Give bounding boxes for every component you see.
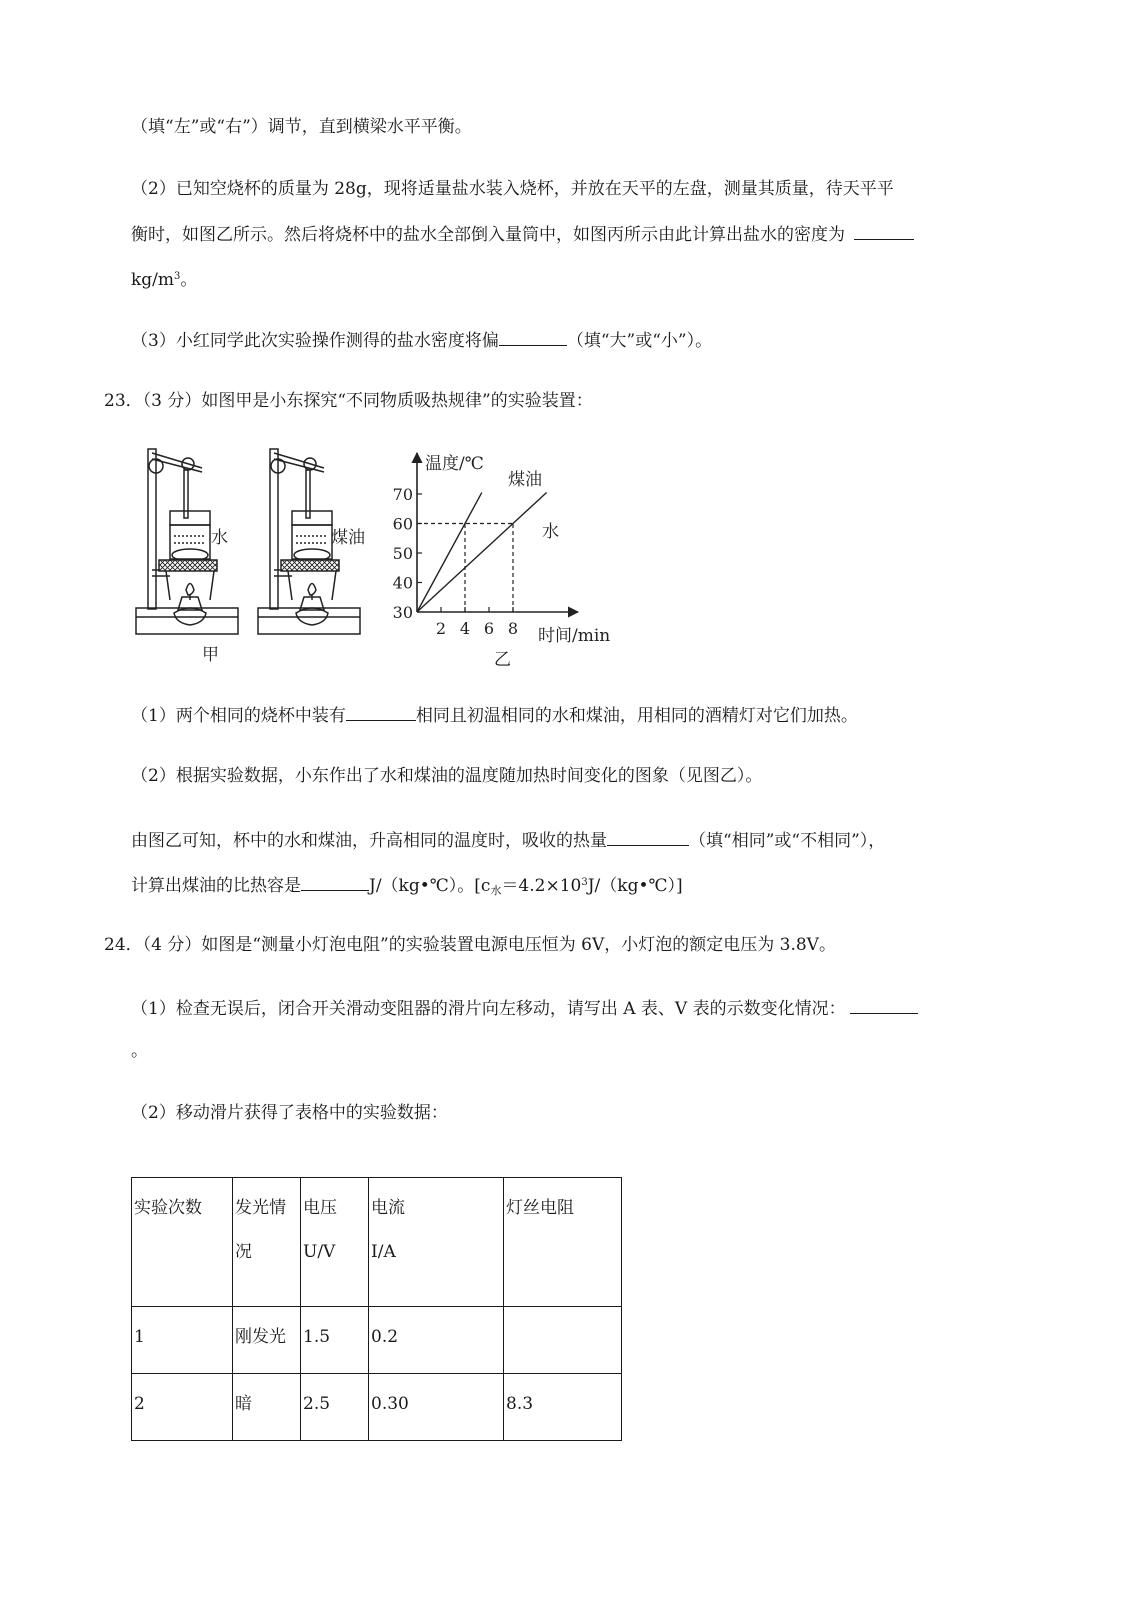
x-tick-label: 8 — [507, 619, 519, 638]
y-tick-label: 40 — [392, 573, 413, 593]
q23-part1-blank[interactable] — [346, 702, 416, 721]
q23-part4-sup: 3 — [581, 877, 588, 888]
q23-part2: （2）根据实验数据，小东作出了水和煤油的温度随加热时间变化的图象（见图乙）。 — [131, 766, 763, 786]
y-tick-label: 70 — [392, 485, 413, 504]
label-jia: 甲 — [202, 645, 219, 665]
q23-part4-blank[interactable] — [301, 872, 369, 891]
q24-part2: （2）移动滑片获得了表格中的实验数据： — [131, 1103, 448, 1123]
table-cell: 暗 — [233, 1374, 301, 1441]
header-text-trial: 实验次数 — [134, 1198, 202, 1218]
table-cell — [504, 1307, 622, 1374]
x-axis-label: 时间/min — [538, 626, 611, 646]
q22-part3-a: （3）小红同学此次实验操作测得的盐水密度将偏 — [131, 331, 499, 351]
table-header-cell — [504, 1178, 622, 1307]
q24-part1-blank[interactable] — [850, 995, 918, 1014]
q23-part4-a: 计算出煤油的比热容是 — [131, 876, 301, 896]
q23-part1-a: （1）两个相同的烧杯中装有 — [131, 706, 346, 726]
kerosene-line-label: 煤油 — [508, 470, 542, 490]
table-cell: 0.2 — [369, 1307, 504, 1374]
table-cell: 1 — [132, 1307, 233, 1374]
q23-part1-b: 相同且初温相同的水和煤油，用相同的酒精灯对它们加热。 — [415, 706, 858, 726]
label-kerosene-apparatus: 煤油 — [331, 528, 365, 548]
series-line-kerosene — [417, 493, 482, 612]
table-cell: 1.5 — [301, 1307, 369, 1374]
y-tick-label: 50 — [392, 544, 413, 563]
q23-part3-b: （填“相同”或“不相同”）， — [689, 831, 886, 851]
q22-part3-blank[interactable] — [499, 327, 567, 346]
table-cell: 0.30 — [369, 1374, 504, 1441]
q24-part1-end: 。 — [131, 1041, 148, 1061]
q22-density-blank[interactable] — [854, 221, 914, 240]
y-axis-label: 温度/℃ — [425, 454, 484, 474]
chart — [393, 453, 611, 670]
q23-part4-c: ＝4.2×10 — [501, 876, 582, 896]
header-text-voltage: 电压 U/V — [303, 1198, 337, 1262]
table-cell: 2 — [132, 1374, 233, 1441]
table-header-cell — [369, 1178, 504, 1307]
label-yi: 乙 — [494, 650, 511, 670]
q23-figure — [130, 445, 650, 680]
q23-header: 23．（3 分）如图甲是小东探究“不同物质吸热规律”的实验装置： — [104, 391, 593, 411]
table-cell: 8.3 — [504, 1374, 622, 1441]
table-row — [132, 1307, 622, 1374]
label-water-apparatus: 水 — [211, 528, 228, 548]
q22-part2-line1: （2）已知空烧杯的质量为 28g，现将适量盐水装入烧杯，并放在天平的左盘，测量其质量，待天平平 — [131, 179, 894, 199]
y-tick-label: 30 — [392, 603, 413, 622]
q23-part1 — [131, 702, 858, 728]
q23-part4 — [131, 871, 683, 903]
q23-part4-b: J/（kg•℃）。[c — [369, 876, 491, 896]
header-text-current: 电流 I/A — [371, 1198, 405, 1262]
x-tick-label: 4 — [459, 619, 471, 638]
table-header-cell — [132, 1178, 233, 1307]
q22-unit-end: 。 — [180, 270, 198, 290]
q23-part4-sub: 水 — [490, 884, 502, 897]
water-line-label: 水 — [542, 522, 559, 542]
header-text-glow: 发光情 况 — [235, 1198, 286, 1262]
q23-part3 — [131, 827, 885, 853]
q24-part1 — [131, 995, 918, 1021]
q23-part3-blank[interactable] — [607, 827, 689, 846]
table-cell: 刚发光 — [233, 1307, 301, 1374]
q22-part3-b: （填“大”或“小”）。 — [566, 331, 713, 351]
table-header-row — [132, 1178, 622, 1307]
table-cell: 2.5 — [301, 1374, 369, 1441]
q23-part4-d: J/（kg•℃）] — [587, 876, 683, 896]
q22-part2-unit — [131, 265, 197, 292]
x-tick-label: 2 — [435, 619, 447, 638]
q22-part2-line2 — [131, 221, 914, 247]
q24-data-table — [131, 1177, 622, 1441]
table-row — [132, 1374, 622, 1441]
q22-part3 — [131, 327, 712, 353]
x-tick-label: 6 — [483, 619, 495, 638]
q22-unit-text: kg/m — [131, 270, 175, 290]
q22-unit-sup: 3 — [174, 271, 181, 282]
q24-header: 24．（4 分）如图是“测量小灯泡电阻”的实验装置电源电压恒为 6V，小灯泡的额定电压为 3.8V。 — [104, 935, 836, 955]
q24-part1-text: （1）检查无误后，闭合开关滑动变阻器的滑片向左移动，请写出 A 表、V 表的示数变化情况： — [131, 999, 846, 1019]
y-tick-label: 60 — [392, 514, 413, 534]
q22-part2-line2-text: 衡时，如图乙所示。然后将烧杯中的盐水全部倒入量筒中，如图丙所示由此计算出盐水的密度为 — [131, 225, 845, 245]
series-line-water — [417, 493, 547, 612]
table-header-cell — [233, 1178, 301, 1307]
q22-direction-text: （填“左”或“右”）调节，直到横梁水平平衡。 — [131, 117, 472, 137]
header-text-resistance: 灯丝电阻 — [506, 1198, 574, 1218]
table-header-cell — [301, 1178, 369, 1307]
q23-part3-a: 由图乙可知，杯中的水和煤油，升高相同的温度时，吸收的热量 — [131, 831, 607, 851]
